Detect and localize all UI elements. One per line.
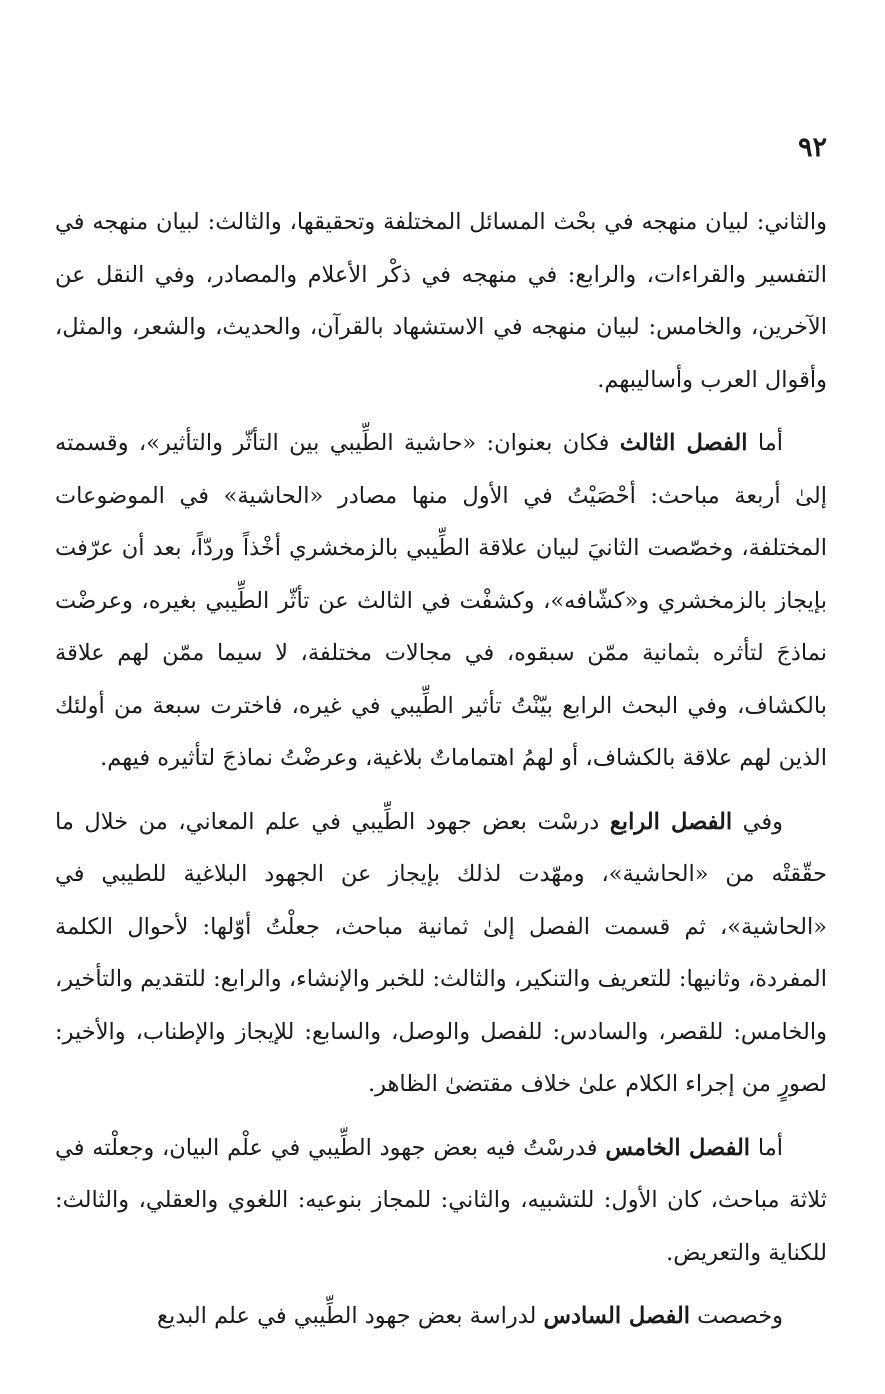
paragraph-3-lead: وفي	[732, 808, 783, 835]
paragraph-4	[55, 1122, 827, 1280]
paragraph-2-lead: أما	[747, 430, 783, 456]
paragraph-3-text: درسْت بعض جهود الطِّيبي في علم المعاني، من خلال ما حقّقتْه من «الحاشية»، ومهّدت لذلك بإيجاز عن الجهود البلاغية للطيبي في «الحاشية»، ثم قسمت الفصل إلىٰ ثمانية مباحث، جعلْتُ أوّلها: لأحوال الكلمة المفردة، وثانيها: للتعريف والتنكير، والثالث: للخبر والإنشاء، والرابع: للتقديم والتأخير، والخامس: للقصر، والسادس: للفصل والوصل، والسابع: للإيجاز والإطناب، والأخير: لصورٍ من إجراء الكلام علىٰ خلاف مقتضىٰ الظاهر.	[55, 808, 827, 1097]
chapter-3-heading: الفصل الثالث	[619, 430, 748, 456]
page-number: ٩٢	[797, 132, 827, 163]
paragraph-3	[55, 796, 827, 1111]
paragraph-5-text: لدراسة بعض جهود الطِّيبي في علم البديع	[156, 1303, 544, 1329]
paragraph-2	[55, 417, 827, 785]
paragraph-5	[55, 1290, 827, 1343]
paragraph-4-text: فدرسْتُ فيه بعض جهود الطِّيبي في علْم البيان، وجعلْته في ثلاثة مباحث، كان الأول: للتشبيه، والثاني: للمجاز بنوعيه: اللغوي والعقلي، والثالث: للكناية والتعريض.	[55, 1134, 827, 1266]
paragraph-1	[55, 196, 827, 406]
chapter-6-heading: الفصل السادس	[543, 1303, 690, 1329]
paragraph-2-text: فكان بعنوان: «حاشية الطِّيبي بين التأثّر والتأثير»، وقسمته إلىٰ أربعة مباحث: أحْصَيْتُ في الأول منها مصادر «الحاشية» في الموضوعات المختلفة، وخصّصت الثانيَ لبيان علاقة الطِّيبي بالزمخشري أخْذاً وردّاً، بعد أن عرّفت بإيجاز بالزمخشري و«كشّافه»، وكشفْت في الثالث عن تأثّر الطِّيبي بغيره، وعرضْت نماذجَ لتأثره بثمانية ممّن سبقوه، في مجالات مختلفة، لا سيما ممّن لهم علاقة بالكشاف، وفي البحث الرابع بيّنْتُ تأثير الطِّيبي في غيره، فاخترت سبعة من أولئك الذين لهم علاقة بالكشاف، أو لهمُ اهتماماتٌ بلاغية، وعرضْتُ نماذجَ لتأثيره فيهم.	[55, 430, 827, 771]
paragraph-5-lead: وخصصت	[689, 1303, 783, 1329]
chapter-4-heading: الفصل الرابع	[609, 808, 733, 835]
chapter-5-heading: الفصل الخامس	[605, 1134, 751, 1161]
paragraph-4-lead: أما	[750, 1134, 783, 1161]
paragraph-1-text: والثاني: لبيان منهجه في بحْث المسائل المختلفة وتحقيقها، والثالث: لبيان منهجه في التفسير والقراءات، والرابع: في منهجه في ذكْر الأعلام والمصادر، وفي النقل عن الآخرين، والخامس: لبيان منهجه في الاستشهاد بالقرآن، والحديث، والشعر، والمثل، وأقوال العرب وأساليبهم.	[55, 209, 827, 393]
body-text	[55, 196, 827, 1354]
